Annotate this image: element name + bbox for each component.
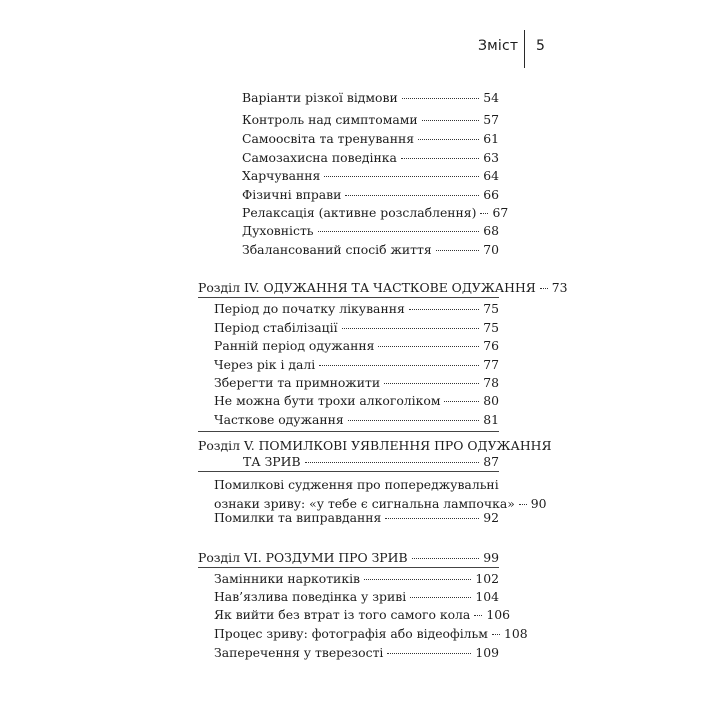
toc-entry[interactable]	[242, 112, 499, 128]
toc-entry-label: Самоосвіта та тренування	[242, 131, 415, 146]
toc-entry-page: 80	[483, 393, 499, 408]
dot-leader	[410, 597, 471, 598]
dot-leader	[436, 250, 480, 251]
dot-leader	[348, 420, 480, 421]
toc-entry[interactable]	[214, 320, 499, 336]
toc-entry-label: Не можна бути трохи алкоголіком	[214, 393, 441, 408]
dot-leader	[401, 158, 479, 159]
section-rule	[198, 431, 499, 432]
section-page: 99	[483, 550, 499, 565]
toc-entry-label: Процес зриву: фотографія або відеофільм	[214, 626, 488, 641]
toc-entry-label: Ранній період одужання	[214, 338, 375, 353]
dot-leader	[519, 504, 527, 505]
dot-leader	[418, 139, 479, 140]
toc-entry-label: Зберегти та примножити	[214, 375, 381, 390]
toc-entry[interactable]	[214, 412, 499, 428]
section-heading[interactable]	[198, 280, 568, 296]
toc-entry-page: 81	[483, 412, 499, 427]
toc-entry-page: 67	[492, 205, 509, 220]
toc-entry-label: Самозахисна поведінка	[242, 150, 397, 165]
toc-entry-label: Варіанти різкої відмови	[242, 90, 398, 105]
toc-entry-label: Фізичні вправи	[242, 187, 342, 202]
section-page: 87	[483, 454, 499, 469]
toc-entry-label: Часткове одужання	[214, 412, 344, 427]
toc-entry-page: 76	[483, 338, 499, 353]
dot-leader	[318, 231, 480, 232]
toc-entry[interactable]	[214, 393, 499, 409]
toc-entry[interactable]	[242, 131, 499, 147]
toc-entry-page: 66	[483, 187, 499, 202]
dot-leader	[305, 462, 480, 463]
toc-entry-page: 108	[503, 626, 528, 641]
toc-entry-page: 61	[483, 131, 499, 146]
dot-leader	[319, 365, 479, 366]
dot-leader	[412, 558, 480, 559]
running-header-title: Зміст	[478, 38, 519, 54]
toc-entry-page: 57	[483, 112, 499, 127]
toc-entry-page: 70	[483, 242, 499, 257]
toc-entry-label: Релаксація (активне розслаблення)	[242, 205, 477, 220]
toc-entry-label: Заперечення у тверезості	[214, 645, 384, 660]
toc-entry[interactable]	[214, 571, 499, 587]
section-heading[interactable]	[198, 550, 499, 566]
dot-leader	[474, 615, 482, 616]
toc-entry-page: 78	[483, 375, 499, 390]
toc-entry-label: Духовність	[242, 223, 314, 238]
toc-entry-label: Нав’язлива поведінка у зриві	[214, 589, 407, 604]
dot-leader	[409, 309, 479, 310]
toc-entry-label: Помилкові судження про попереджувальні	[214, 477, 499, 492]
dot-leader	[378, 346, 479, 347]
section-rule	[198, 567, 499, 568]
section-title: Розділ IV. ОДУЖАННЯ ТА ЧАСТКОВЕ ОДУЖАННЯ	[198, 280, 536, 295]
section-title-continued: ТА ЗРИВ	[243, 454, 301, 469]
toc-entry-page: 75	[483, 320, 499, 335]
dot-leader	[422, 120, 480, 121]
toc-entry-page: 104	[475, 589, 499, 604]
toc-entry[interactable]	[242, 242, 499, 258]
toc-entry[interactable]	[214, 477, 547, 512]
header-divider	[524, 30, 525, 68]
toc-entry[interactable]	[214, 375, 499, 391]
toc-entry[interactable]	[214, 338, 499, 354]
toc-entry-label: Через рік і далі	[214, 357, 316, 372]
toc-entry[interactable]	[242, 187, 499, 203]
toc-entry-label: Як вийти без втрат із того самого кола	[214, 607, 471, 622]
section-heading[interactable]	[198, 438, 552, 470]
toc-entry-label: Період до початку лікування	[214, 301, 405, 316]
toc-entry-page: 106	[486, 607, 510, 622]
toc-entry[interactable]	[214, 607, 510, 623]
section-rule	[198, 297, 499, 298]
toc-entry-label-continued: ознаки зриву: «у тебе є сигнальна лампочка»	[214, 496, 515, 511]
toc-entry-label: Замінники наркотиків	[214, 571, 361, 586]
dot-leader	[492, 634, 500, 635]
section-page: 73	[551, 280, 568, 295]
dot-leader	[540, 288, 548, 289]
section-title: Розділ VI. РОЗДУМИ ПРО ЗРИВ	[198, 550, 408, 565]
dot-leader	[480, 213, 488, 214]
toc-entry-page: 90	[530, 496, 547, 511]
dot-leader	[384, 383, 479, 384]
section-title: Розділ V. ПОМИЛКОВІ УЯВЛЕННЯ ПРО ОДУЖАННЯ	[198, 438, 552, 453]
dot-leader	[342, 328, 480, 329]
dot-leader	[345, 195, 479, 196]
toc-entry-page: 54	[483, 90, 499, 105]
toc-entry[interactable]	[242, 90, 499, 106]
toc-entry-page: 64	[483, 168, 499, 183]
toc-entry[interactable]	[214, 645, 499, 661]
toc-entry[interactable]	[242, 205, 509, 221]
toc-entry-label: Помилки та виправдання	[214, 510, 382, 525]
dot-leader	[364, 579, 471, 580]
toc-entry[interactable]	[214, 301, 499, 317]
toc-entry-page: 109	[475, 645, 499, 660]
page-number: 5	[536, 38, 545, 54]
toc-entry[interactable]	[214, 626, 528, 642]
toc-entry-label: Харчування	[242, 168, 321, 183]
toc-entry[interactable]	[242, 223, 499, 239]
toc-entry[interactable]	[242, 150, 499, 166]
dot-leader	[402, 98, 479, 99]
toc-entry-page: 102	[475, 571, 499, 586]
toc-entry-page: 75	[483, 301, 499, 316]
toc-entry-label: Контроль над симптомами	[242, 112, 418, 127]
toc-entry-label: Період стабілізації	[214, 320, 338, 335]
toc-entry[interactable]	[214, 357, 499, 373]
toc-entry[interactable]	[214, 589, 499, 605]
toc-entry[interactable]	[214, 510, 499, 526]
dot-leader	[444, 401, 479, 402]
toc-entry[interactable]	[242, 168, 499, 184]
dot-leader	[385, 518, 479, 519]
toc-entry-page: 68	[483, 223, 499, 238]
dot-leader	[387, 653, 471, 654]
toc-entry-page: 77	[483, 357, 499, 372]
section-rule	[198, 471, 499, 472]
toc-entry-page: 63	[483, 150, 499, 165]
toc-entry-label: Збалансований спосіб життя	[242, 242, 432, 257]
toc-entry-page: 92	[483, 510, 499, 525]
dot-leader	[324, 176, 479, 177]
